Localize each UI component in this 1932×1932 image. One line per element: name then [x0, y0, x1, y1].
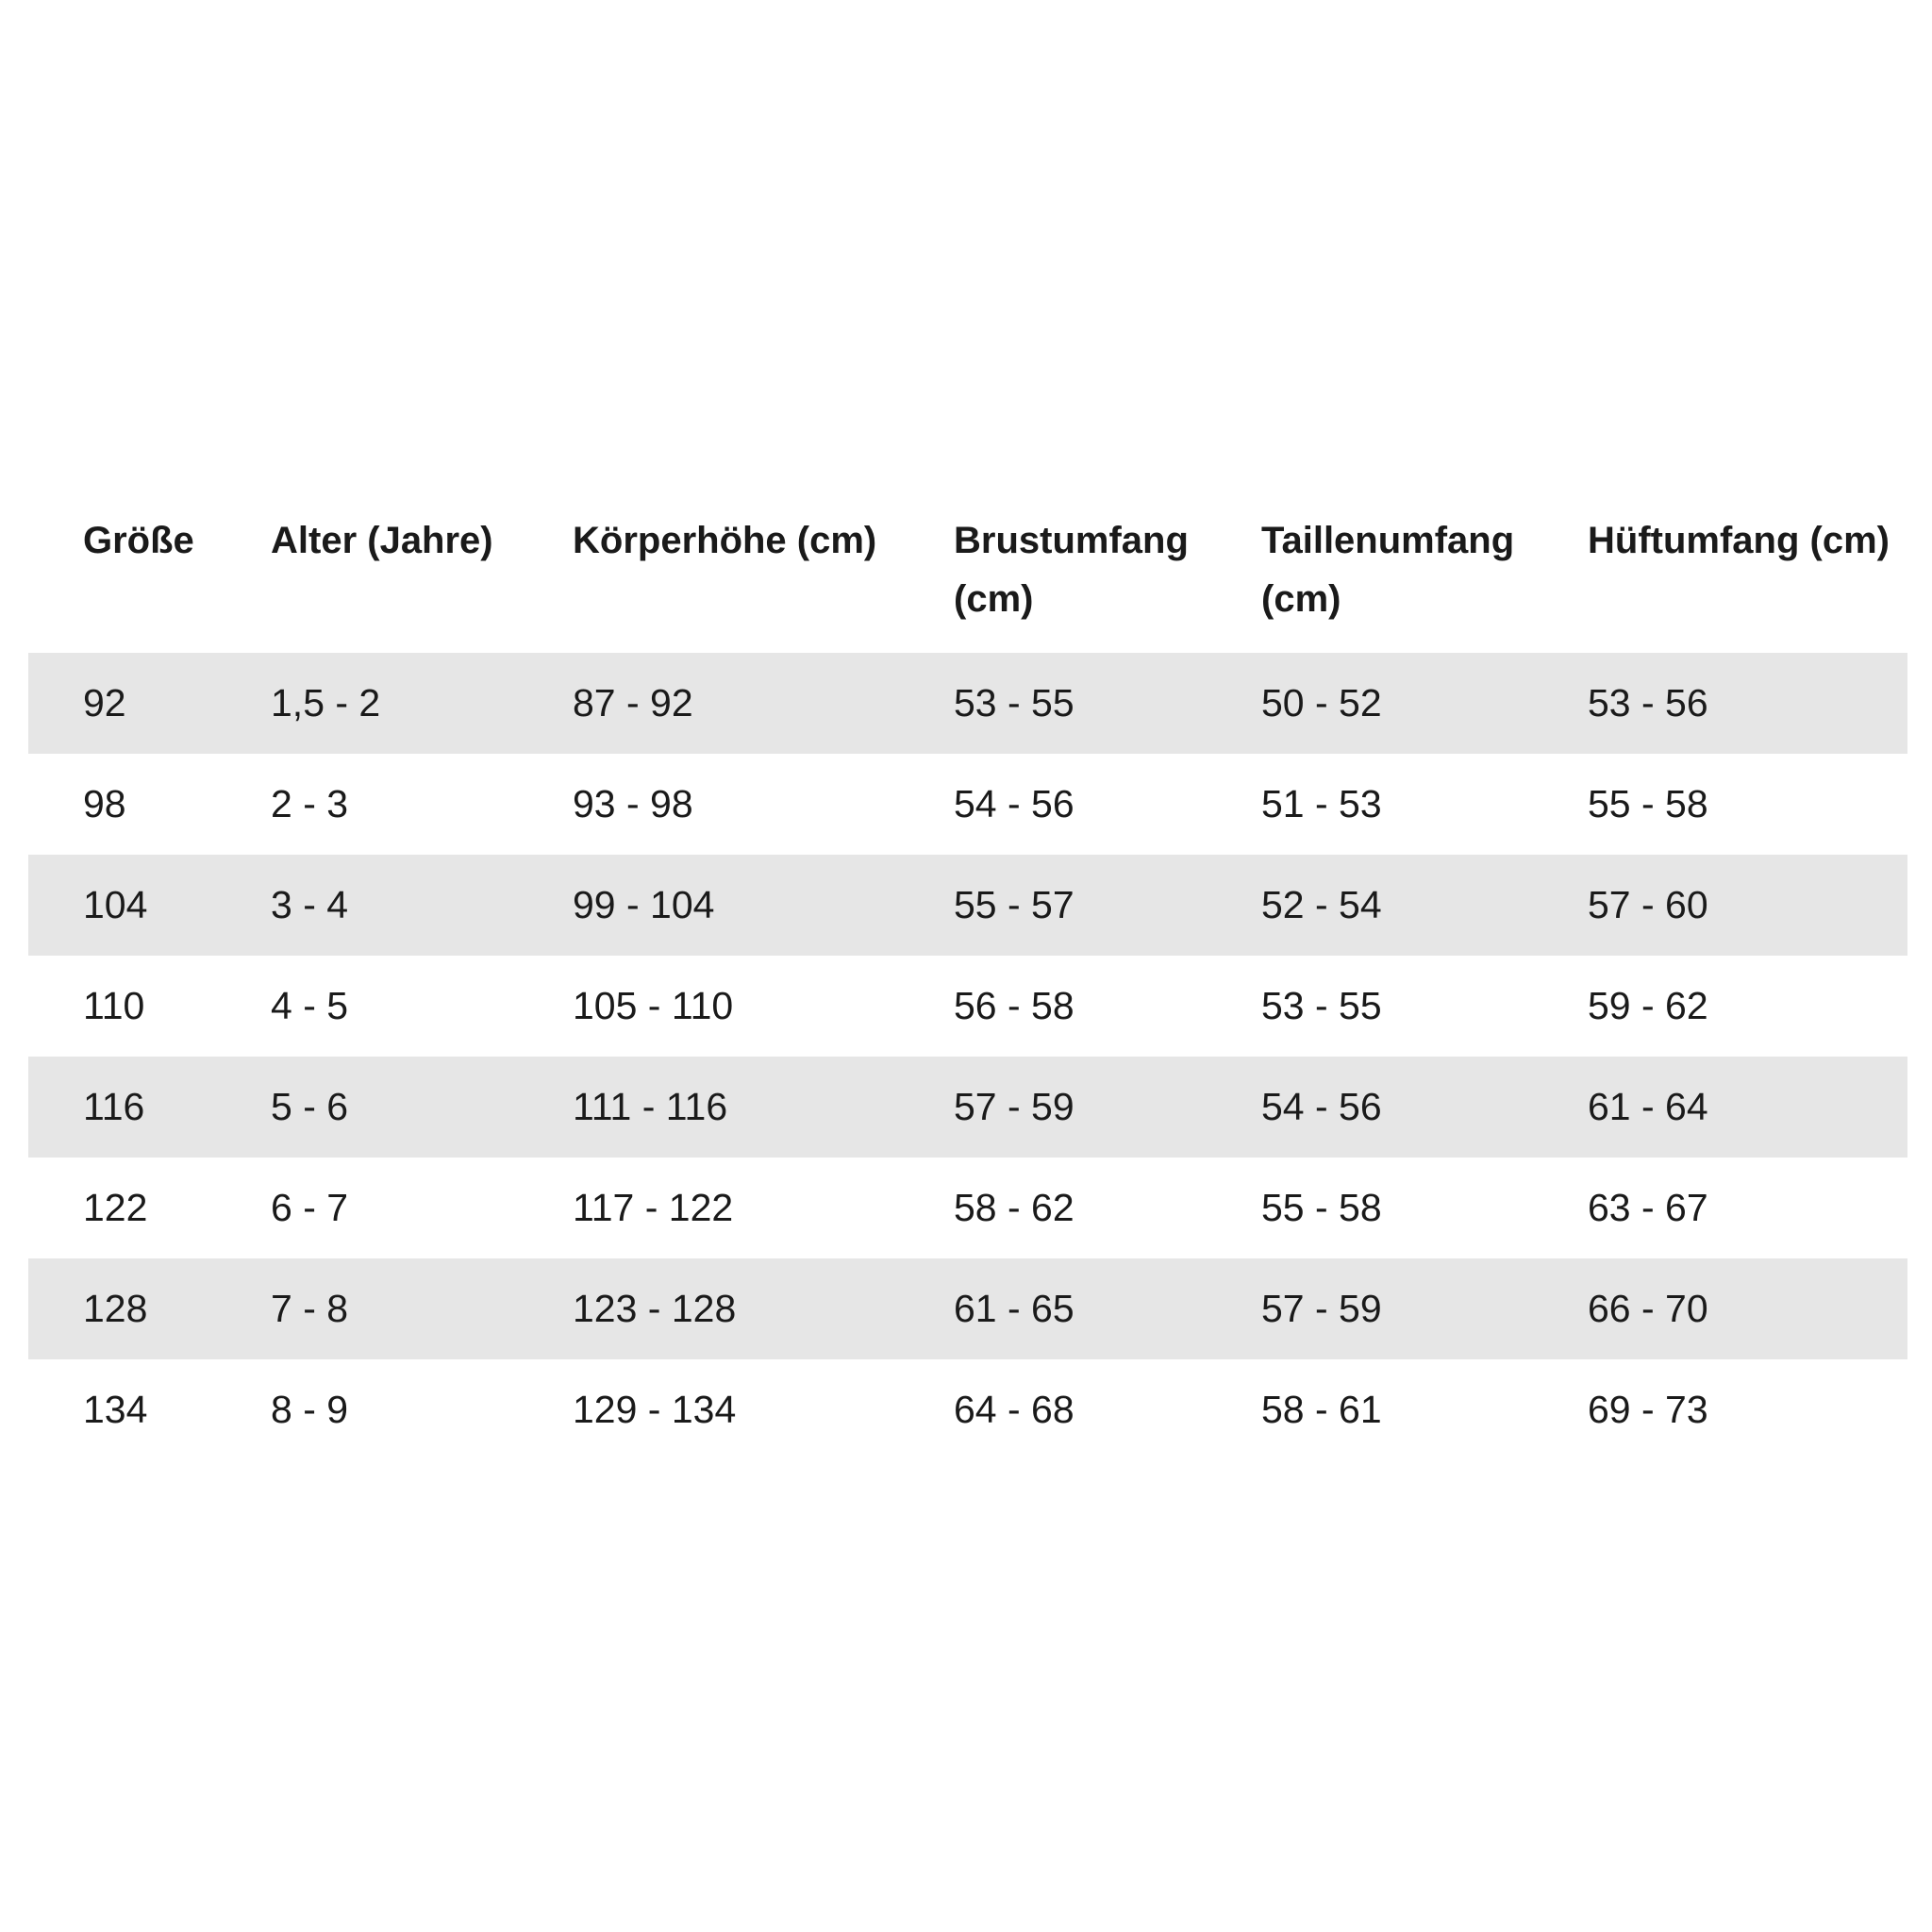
header-chest: Brustumfang (cm) — [954, 520, 1189, 620]
cell-hip: 61 - 64 — [1588, 1085, 1708, 1128]
cell-waist: 52 - 54 — [1261, 883, 1382, 926]
cell-chest: 56 - 58 — [954, 984, 1074, 1027]
cell-hip: 63 - 67 — [1588, 1186, 1708, 1229]
cell-size: 92 — [83, 681, 126, 724]
table-row — [28, 1359, 1907, 1460]
cell-size: 134 — [83, 1388, 148, 1431]
cell-chest: 55 - 57 — [954, 883, 1074, 926]
cell-height: 87 - 92 — [573, 681, 693, 724]
cell-age: 3 - 4 — [271, 883, 349, 926]
header-row — [28, 496, 1907, 653]
cell-age: 4 - 5 — [271, 984, 349, 1027]
cell-size: 128 — [83, 1287, 148, 1330]
cell-height: 93 - 98 — [573, 782, 693, 825]
cell-age: 5 - 6 — [271, 1085, 349, 1128]
cell-size: 110 — [83, 984, 145, 1027]
table-row — [28, 1258, 1907, 1359]
header-height: Körperhöhe (cm) — [573, 520, 877, 561]
table-row — [28, 754, 1907, 855]
table-row — [28, 855, 1907, 956]
header-hip: Hüftumfang (cm) — [1588, 520, 1890, 561]
table-row — [28, 653, 1907, 754]
cell-age: 7 - 8 — [271, 1287, 349, 1330]
table-header — [28, 496, 1907, 653]
cell-waist: 57 - 59 — [1261, 1287, 1382, 1330]
cell-waist: 55 - 58 — [1261, 1186, 1382, 1229]
cell-size: 122 — [83, 1186, 148, 1229]
cell-waist: 54 - 56 — [1261, 1085, 1382, 1128]
cell-chest: 54 - 56 — [954, 782, 1074, 825]
cell-hip: 53 - 56 — [1588, 681, 1708, 724]
cell-hip: 55 - 58 — [1588, 782, 1708, 825]
cell-waist: 58 - 61 — [1261, 1388, 1382, 1431]
cell-chest: 61 - 65 — [954, 1287, 1074, 1330]
cell-size: 104 — [83, 883, 148, 926]
size-chart-table — [28, 496, 1907, 1460]
cell-age: 8 - 9 — [271, 1388, 349, 1431]
cell-age: 2 - 3 — [271, 782, 349, 825]
table-row — [28, 1057, 1907, 1158]
cell-hip: 66 - 70 — [1588, 1287, 1708, 1330]
cell-chest: 64 - 68 — [954, 1388, 1074, 1431]
table-row — [28, 956, 1907, 1057]
cell-age: 6 - 7 — [271, 1186, 349, 1229]
header-waist: Taillenumfang (cm) — [1261, 520, 1515, 620]
cell-chest: 57 - 59 — [954, 1085, 1074, 1128]
cell-size: 98 — [83, 782, 126, 825]
cell-hip: 59 - 62 — [1588, 984, 1708, 1027]
table-row — [28, 1158, 1907, 1258]
cell-hip: 69 - 73 — [1588, 1388, 1708, 1431]
cell-chest: 53 - 55 — [954, 681, 1074, 724]
cell-height: 105 - 110 — [573, 984, 734, 1027]
cell-age: 1,5 - 2 — [271, 681, 381, 724]
header-size: Größe — [83, 520, 194, 561]
cell-waist: 53 - 55 — [1261, 984, 1382, 1027]
cell-size: 116 — [83, 1085, 145, 1128]
cell-height: 111 - 116 — [573, 1085, 728, 1128]
table-body — [28, 653, 1907, 1460]
cell-chest: 58 - 62 — [954, 1186, 1074, 1229]
cell-height: 99 - 104 — [573, 883, 715, 926]
cell-waist: 51 - 53 — [1261, 782, 1382, 825]
cell-height: 117 - 122 — [573, 1186, 734, 1229]
cell-waist: 50 - 52 — [1261, 681, 1382, 724]
header-age: Alter (Jahre) — [271, 520, 493, 561]
cell-height: 123 - 128 — [573, 1287, 737, 1330]
cell-height: 129 - 134 — [573, 1388, 737, 1431]
cell-hip: 57 - 60 — [1588, 883, 1708, 926]
